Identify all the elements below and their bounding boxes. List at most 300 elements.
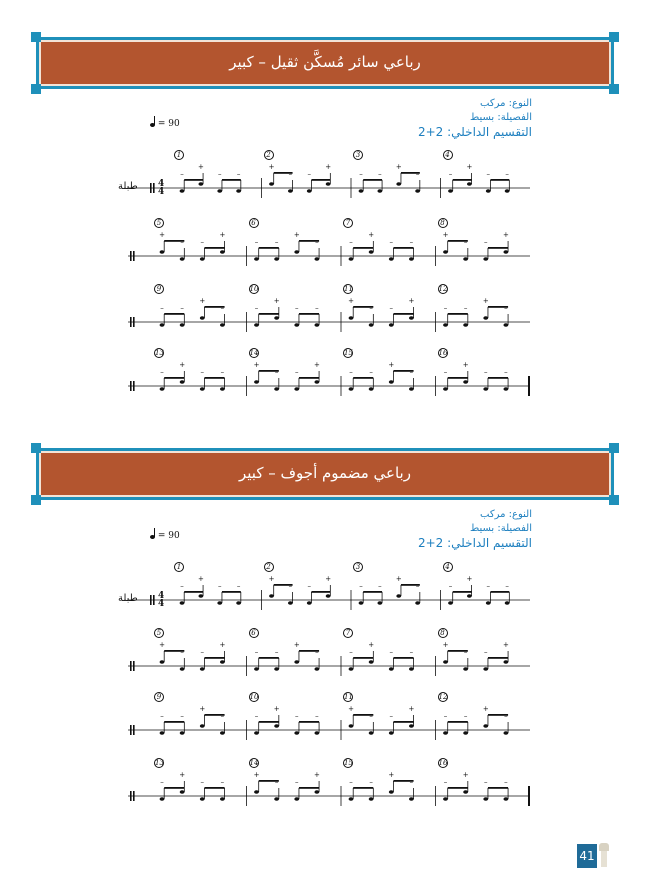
stroke-mark: – — [200, 648, 204, 656]
staff-row — [120, 349, 530, 392]
stroke-mark: – — [274, 648, 279, 656]
percussion-clef — [150, 183, 152, 193]
stroke-mark: + — [408, 297, 415, 305]
stroke-mark: + — [462, 361, 469, 369]
rhythm-type: النوع: مركب — [480, 98, 532, 109]
note-beam — [299, 377, 319, 379]
staff-row — [118, 563, 530, 609]
note-head — [389, 731, 394, 735]
stroke-mark: – — [180, 712, 184, 720]
note-head — [448, 189, 453, 193]
measure-number: 5 — [154, 628, 164, 638]
note-head — [220, 797, 225, 801]
quarter-note-icon — [150, 123, 155, 127]
note-head — [505, 601, 510, 605]
staff-svg — [120, 231, 530, 266]
measure-number: 8 — [438, 218, 448, 228]
note-beam — [488, 377, 508, 379]
stroke-mark: – — [369, 778, 373, 786]
note-beam — [448, 313, 468, 315]
note-head — [349, 387, 354, 391]
note-beam — [490, 591, 509, 593]
stroke-mark: – — [369, 712, 373, 720]
stroke-mark: + — [466, 575, 473, 583]
time-signature: 4 4 — [158, 179, 165, 197]
note-head — [483, 797, 488, 801]
stroke-mark: – — [378, 582, 382, 590]
percussion-clef — [133, 791, 135, 801]
stroke-mark: – — [443, 712, 448, 720]
note-head — [463, 790, 468, 794]
stroke-mark: – — [180, 238, 184, 246]
banner-corner — [31, 32, 41, 42]
note-beam — [299, 313, 319, 315]
banner-corner — [609, 443, 619, 453]
note-head — [180, 257, 185, 261]
stroke-mark: + — [268, 575, 275, 583]
rhythm-family: الفصيلة: بسيط — [469, 112, 532, 123]
stroke-mark: – — [349, 648, 353, 656]
stroke-mark: + — [313, 771, 320, 779]
note-head — [326, 182, 331, 186]
note-head — [254, 380, 259, 384]
stroke-mark: – — [200, 778, 204, 786]
note-head — [389, 790, 394, 794]
stroke-mark: – — [369, 368, 373, 376]
note-head — [369, 731, 374, 735]
measure-number: 14 — [249, 349, 259, 357]
note-head — [180, 731, 185, 735]
stroke-mark: – — [504, 368, 508, 376]
percussion-clef — [150, 595, 152, 605]
note-head — [180, 667, 185, 671]
note-beam — [311, 179, 330, 181]
stroke-mark: + — [388, 771, 395, 779]
note-head — [483, 316, 488, 320]
stroke-mark: – — [484, 648, 488, 656]
note-beam — [448, 721, 468, 723]
note-beam — [259, 247, 279, 249]
stroke-mark: – — [484, 368, 488, 376]
percussion-clef — [130, 317, 132, 327]
measure-number: 13 — [155, 759, 164, 767]
section-1-banner — [36, 37, 614, 89]
note-head — [349, 667, 354, 671]
note-head — [314, 257, 319, 261]
note-head — [198, 182, 203, 186]
note-head — [415, 189, 420, 193]
measure-number: 4 — [443, 150, 453, 160]
stroke-mark: + — [197, 575, 204, 583]
stroke-mark: – — [274, 238, 279, 246]
note-head — [254, 790, 259, 794]
stroke-mark: – — [448, 170, 453, 178]
stroke-mark: + — [179, 361, 186, 369]
stroke-mark: + — [325, 575, 332, 583]
stroke-mark: + — [482, 297, 489, 305]
measure-number: 7 — [343, 628, 353, 638]
stroke-mark: – — [378, 170, 382, 178]
note-beam — [448, 787, 468, 789]
rhythm-division: التقسيم الداخلي: 2+2 — [417, 125, 532, 139]
note-beam — [204, 247, 224, 249]
stroke-mark: + — [466, 163, 473, 171]
stroke-mark: – — [307, 582, 311, 590]
measure-number: 10 — [249, 693, 259, 701]
note-beam — [259, 657, 279, 659]
note-head — [396, 182, 401, 186]
banner-corner — [31, 443, 41, 453]
note-head — [389, 257, 394, 261]
note-beam — [204, 377, 224, 379]
note-head — [200, 797, 205, 801]
note-head — [349, 724, 354, 728]
stroke-mark: – — [220, 778, 225, 786]
instrument-label: طبلة — [118, 181, 138, 192]
note-head — [349, 316, 354, 320]
stroke-mark: – — [236, 170, 241, 178]
stroke-mark: + — [408, 705, 415, 713]
stroke-mark: – — [220, 304, 225, 312]
stroke-mark: + — [395, 163, 402, 171]
stroke-mark: – — [295, 712, 299, 720]
note-head — [200, 316, 205, 320]
staff-row — [118, 151, 530, 197]
note-beam — [184, 179, 203, 181]
note-beam — [353, 787, 373, 789]
stroke-mark: + — [388, 361, 395, 369]
note-head — [349, 257, 354, 261]
section-2-banner — [36, 448, 614, 500]
stroke-mark: – — [389, 712, 393, 720]
measure-number: 2 — [264, 150, 274, 160]
measure-number: 15 — [344, 759, 353, 767]
note-head — [505, 189, 510, 193]
note-head — [160, 323, 165, 327]
stroke-mark: – — [504, 778, 508, 786]
note-head — [180, 790, 185, 794]
note-beam — [490, 179, 509, 181]
note-head — [307, 601, 312, 605]
stroke-mark: – — [359, 582, 363, 590]
time-signature: 4 4 — [158, 591, 165, 609]
note-beam — [488, 657, 508, 659]
stroke-mark: + — [159, 231, 165, 239]
final-bar-line — [528, 376, 530, 396]
measure-number: 13 — [155, 349, 164, 357]
stroke-mark: + — [159, 641, 165, 649]
stroke-mark: – — [288, 582, 293, 590]
note-head — [254, 731, 259, 735]
note-beam — [311, 591, 330, 593]
stroke-mark: – — [254, 304, 259, 312]
stroke-mark: – — [359, 170, 363, 178]
note-head — [463, 257, 468, 261]
note-head — [254, 667, 259, 671]
note-head — [200, 257, 205, 261]
note-head — [463, 731, 468, 735]
stroke-mark: – — [295, 368, 299, 376]
column-icon — [598, 843, 610, 869]
stroke-mark: – — [349, 368, 353, 376]
measure-number: 3 — [353, 150, 363, 160]
stroke-mark: – — [200, 368, 204, 376]
measure-number: 9 — [154, 692, 164, 702]
note-head — [369, 660, 374, 664]
note-beam — [204, 657, 224, 659]
stroke-mark: – — [389, 238, 393, 246]
measure-number: 15 — [344, 349, 353, 357]
page-number: 41 — [577, 844, 597, 868]
note-beam — [164, 313, 184, 315]
note-beam — [184, 591, 203, 593]
stroke-mark: – — [448, 582, 453, 590]
stroke-mark: – — [315, 238, 319, 246]
note-head — [443, 387, 448, 391]
stroke-mark: – — [443, 304, 448, 312]
measure-number: 8 — [438, 628, 448, 638]
note-head — [274, 667, 279, 671]
note-head — [294, 387, 299, 391]
note-head — [160, 250, 165, 254]
staff-row — [120, 285, 530, 328]
note-head — [220, 660, 225, 664]
note-head — [443, 797, 448, 801]
stroke-mark: – — [409, 648, 414, 656]
note-beam — [204, 787, 224, 789]
stroke-mark: – — [307, 170, 311, 178]
note-head — [294, 250, 299, 254]
note-head — [314, 790, 319, 794]
note-head — [200, 724, 205, 728]
staff-row — [120, 629, 530, 672]
stroke-mark: – — [389, 304, 393, 312]
stroke-mark: – — [180, 648, 184, 656]
note-head — [503, 797, 508, 801]
section-1-info — [418, 97, 532, 139]
note-head — [274, 797, 279, 801]
note-head — [217, 189, 222, 193]
stroke-mark: + — [502, 641, 509, 649]
note-head — [409, 316, 414, 320]
note-head — [503, 250, 508, 254]
percussion-clef — [133, 317, 135, 327]
stroke-mark: – — [484, 238, 488, 246]
stroke-mark: – — [218, 170, 222, 178]
percussion-clef — [133, 251, 135, 261]
measure-number: 5 — [154, 218, 164, 228]
note-head — [294, 323, 299, 327]
note-head — [160, 731, 165, 735]
stroke-mark: – — [160, 712, 164, 720]
staff-row — [120, 693, 530, 736]
stroke-mark: + — [268, 163, 275, 171]
stroke-mark: + — [253, 771, 260, 779]
stroke-mark: – — [236, 582, 241, 590]
measure-number: 9 — [154, 284, 164, 294]
measure-number: 10 — [249, 285, 259, 293]
note-head — [294, 797, 299, 801]
note-head — [503, 731, 508, 735]
note-head — [359, 601, 364, 605]
stroke-mark: – — [180, 582, 184, 590]
note-beam — [353, 377, 373, 379]
stroke-mark: + — [313, 361, 320, 369]
note-beam — [453, 179, 472, 181]
stroke-mark: – — [409, 368, 414, 376]
note-beam — [488, 787, 508, 789]
stroke-mark: – — [315, 304, 319, 312]
stroke-mark: – — [443, 368, 448, 376]
note-head — [160, 660, 165, 664]
note-head — [180, 189, 185, 193]
measure-number: 7 — [343, 218, 353, 228]
note-head — [409, 387, 414, 391]
staff-row — [120, 759, 530, 802]
measure-number: 4 — [443, 562, 453, 572]
section-2-title: رباعي مضموم أجوف – كبير — [239, 464, 411, 482]
note-beam — [488, 247, 508, 249]
stroke-mark: – — [463, 238, 468, 246]
note-head — [220, 323, 225, 327]
percussion-clef — [133, 725, 135, 735]
stroke-mark: + — [273, 297, 280, 305]
stroke-mark: + — [368, 231, 375, 239]
note-head — [274, 724, 279, 728]
banner-corner — [609, 84, 619, 94]
note-head — [220, 731, 225, 735]
note-head — [483, 257, 488, 261]
note-head — [254, 257, 259, 261]
stroke-mark: + — [368, 641, 375, 649]
measure-number: 6 — [249, 628, 259, 638]
staff-svg — [120, 361, 530, 396]
measure-number: 1 — [174, 562, 184, 572]
note-head — [359, 189, 364, 193]
note-head — [288, 189, 293, 193]
percussion-clef — [130, 791, 132, 801]
note-head — [483, 724, 488, 728]
stroke-mark: – — [220, 712, 225, 720]
stroke-mark: – — [218, 582, 222, 590]
stroke-mark: – — [484, 778, 488, 786]
stroke-mark: – — [463, 648, 468, 656]
stroke-mark: – — [504, 712, 508, 720]
stroke-mark: + — [293, 231, 300, 239]
instrument-label: طبلة — [118, 593, 138, 604]
note-head — [443, 660, 448, 664]
stroke-mark: – — [486, 582, 490, 590]
staff-svg — [120, 641, 530, 676]
stroke-mark: + — [395, 575, 402, 583]
note-beam — [393, 721, 413, 723]
note-head — [415, 601, 420, 605]
note-head — [220, 387, 225, 391]
stroke-mark: + — [348, 297, 354, 305]
stroke-mark: – — [274, 778, 279, 786]
note-head — [294, 731, 299, 735]
staff-svg — [120, 771, 530, 806]
stroke-mark: – — [254, 712, 259, 720]
stroke-mark: – — [504, 304, 508, 312]
stroke-mark: – — [389, 648, 393, 656]
note-beam — [222, 179, 241, 181]
note-head — [463, 380, 468, 384]
measure-number: 16 — [438, 759, 448, 767]
note-head — [443, 731, 448, 735]
stroke-mark: – — [415, 170, 420, 178]
section-1-title: رباعي سائر مُسكَّن ثقيل – كبير — [229, 53, 421, 71]
stroke-mark: + — [199, 297, 206, 305]
stroke-mark: + — [482, 705, 489, 713]
note-head — [389, 667, 394, 671]
note-head — [409, 667, 414, 671]
note-head — [274, 387, 279, 391]
note-head — [274, 257, 279, 261]
stroke-mark: + — [179, 771, 186, 779]
note-head — [503, 387, 508, 391]
banner-corner — [31, 84, 41, 94]
stroke-mark: – — [443, 778, 448, 786]
note-head — [236, 601, 241, 605]
note-head — [503, 660, 508, 664]
note-head — [314, 380, 319, 384]
percussion-clef — [130, 251, 132, 261]
banner-corner — [609, 32, 619, 42]
measure-number: 6 — [249, 218, 259, 228]
measure-number: 2 — [264, 562, 274, 572]
staff-row — [120, 219, 530, 262]
note-head — [307, 189, 312, 193]
percussion-clef — [130, 381, 132, 391]
rhythm-division: التقسيم الداخلي: 2+2 — [417, 536, 532, 550]
stroke-mark: – — [505, 170, 509, 178]
note-head — [314, 731, 319, 735]
note-head — [463, 667, 468, 671]
note-beam — [222, 591, 241, 593]
note-head — [503, 323, 508, 327]
note-head — [486, 601, 491, 605]
measure-number: 12 — [438, 693, 448, 701]
stroke-mark: – — [160, 368, 164, 376]
stroke-mark: – — [220, 368, 225, 376]
measure-number: 12 — [438, 285, 448, 293]
stroke-mark: – — [295, 778, 299, 786]
note-head — [409, 257, 414, 261]
stroke-mark: + — [442, 641, 449, 649]
stroke-mark: – — [254, 648, 259, 656]
staff-svg — [120, 575, 530, 610]
stroke-mark: – — [486, 170, 490, 178]
stroke-mark: + — [325, 163, 332, 171]
note-beam — [259, 313, 279, 315]
rhythm-family: الفصيلة: بسيط — [469, 523, 532, 534]
note-beam — [363, 179, 382, 181]
stroke-mark: + — [442, 231, 449, 239]
note-head — [314, 667, 319, 671]
note-head — [467, 182, 472, 186]
banner-corner — [609, 495, 619, 505]
note-head — [448, 601, 453, 605]
note-head — [349, 797, 354, 801]
note-beam — [164, 721, 184, 723]
staff-svg — [120, 297, 530, 332]
stroke-mark: + — [199, 705, 206, 713]
measure-number: 1 — [174, 150, 184, 160]
note-head — [467, 594, 472, 598]
note-beam — [353, 247, 373, 249]
stroke-mark: + — [348, 705, 354, 713]
